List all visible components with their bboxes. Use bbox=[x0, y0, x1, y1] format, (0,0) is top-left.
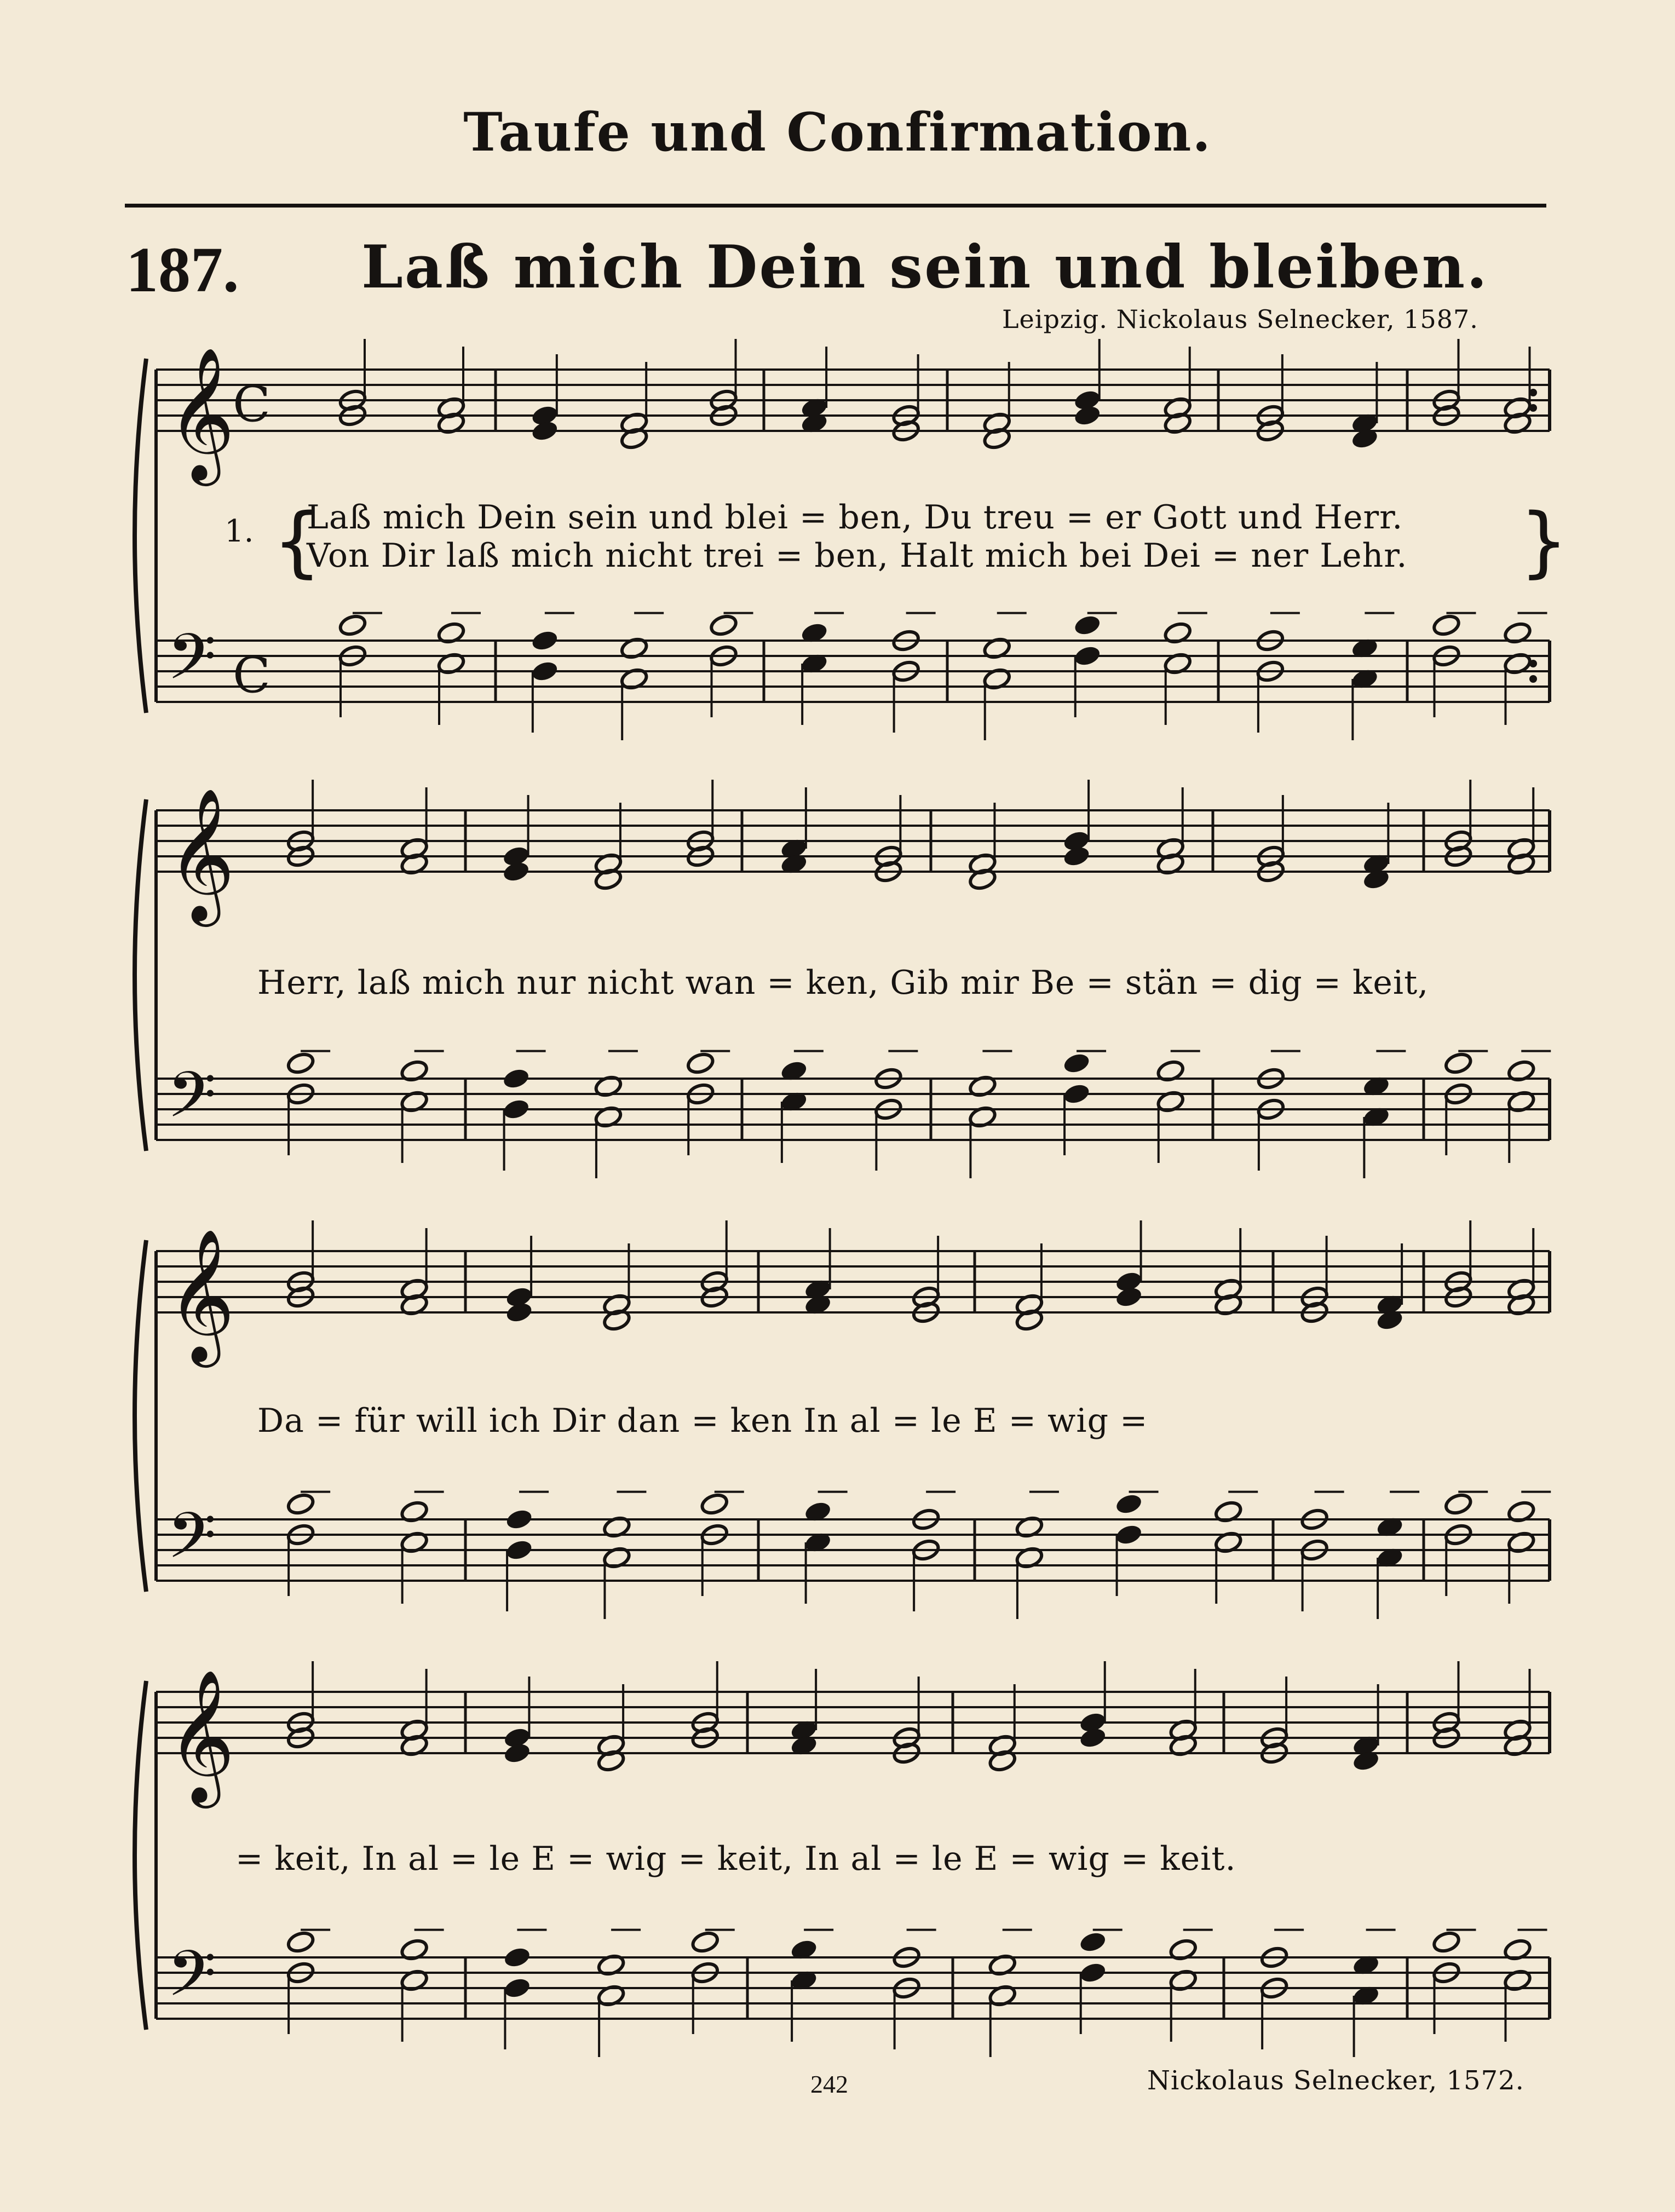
bass-note-head bbox=[1444, 1051, 1473, 1075]
treble-note-head bbox=[502, 860, 531, 884]
system-brace bbox=[135, 1681, 146, 2030]
treble-note-head bbox=[1062, 844, 1091, 868]
repeat-dot bbox=[1529, 675, 1537, 683]
treble-note-head bbox=[1114, 1285, 1143, 1309]
treble-clef-icon: 𝄞 bbox=[167, 787, 235, 921]
repeat-dot bbox=[1529, 404, 1537, 412]
bass-clef-icon: 𝄢 bbox=[167, 1058, 217, 1148]
repeat-dot bbox=[1529, 660, 1537, 667]
hymn-title: Laß mich Dein sein und bleiben. bbox=[361, 233, 1489, 302]
lyric-line-4: = keit, In al = le E = wig = keit, In al = le E = wig = keit. bbox=[235, 1840, 1236, 1878]
bass-note-head bbox=[1114, 1492, 1143, 1516]
treble-note-head bbox=[1073, 404, 1102, 428]
bass-note-head bbox=[503, 1976, 532, 2000]
lyric-brace-left: { bbox=[273, 497, 322, 586]
bass-note-head bbox=[1078, 1930, 1107, 1954]
treble-note-head bbox=[1078, 1726, 1107, 1750]
bass-note-head bbox=[338, 613, 367, 637]
system-brace bbox=[135, 799, 146, 1151]
bass-note-head bbox=[1432, 613, 1461, 637]
bass-note-head bbox=[1062, 1082, 1091, 1106]
bass-note-head bbox=[503, 1945, 532, 1969]
system-brace bbox=[135, 359, 146, 713]
treble-clef-icon: 𝄞 bbox=[167, 346, 235, 480]
bass-note-head bbox=[286, 1051, 315, 1075]
verse-number: 1. bbox=[225, 514, 254, 549]
lyric-line-2: Herr, laß mich nur nicht wan = ken, Gib mir Be = stän = dig = keit, bbox=[257, 964, 1429, 1002]
bass-note-head bbox=[709, 613, 738, 637]
bass-note-head bbox=[1062, 1051, 1091, 1075]
section-title: Taufe und Confirmation. bbox=[463, 101, 1212, 163]
bass-note-head bbox=[530, 629, 559, 653]
repeat-dot bbox=[1529, 389, 1537, 396]
bass-note-head bbox=[1073, 613, 1102, 637]
common-time-icon: C bbox=[233, 647, 270, 704]
hymn-number: 187. bbox=[126, 234, 239, 306]
lyric-line-1b: Von Dir laß mich nicht trei = ben, Halt mich bei Dei = ner Lehr. bbox=[307, 537, 1408, 575]
bass-note-head bbox=[286, 1930, 315, 1954]
lyric-line-3: Da = für will ich Dir dan = ken In al = le E = wig = bbox=[257, 1402, 1148, 1440]
bass-note-head bbox=[530, 659, 559, 683]
lyric-line-1a: Laß mich Dein sein und blei = ben, Du treu = er Gott und Herr. bbox=[307, 498, 1403, 537]
page-attribution: Nickolaus Selnecker, 1572. bbox=[1147, 2065, 1524, 2096]
bass-note-head bbox=[686, 1051, 715, 1075]
treble-note-head bbox=[530, 419, 559, 443]
bass-note-head bbox=[502, 1067, 531, 1091]
bass-note-head bbox=[690, 1930, 719, 1954]
treble-note-head bbox=[504, 1300, 533, 1324]
system-brace bbox=[135, 1240, 146, 1592]
bass-clef-icon: 𝄢 bbox=[167, 620, 217, 710]
bass-note-head bbox=[504, 1507, 533, 1531]
bass-note-head bbox=[700, 1492, 729, 1516]
common-time-icon: C bbox=[233, 376, 270, 433]
hymn-attribution: Leipzig. Nickolaus Selnecker, 1587. bbox=[1002, 304, 1478, 334]
treble-clef-icon: 𝄞 bbox=[167, 1668, 235, 1802]
bass-note-head bbox=[1078, 1961, 1107, 1985]
bass-note-head bbox=[286, 1492, 315, 1516]
bass-clef-icon: 𝄢 bbox=[167, 1937, 217, 2026]
treble-clef-icon: 𝄞 bbox=[167, 1228, 235, 1362]
treble-note-head bbox=[503, 1741, 532, 1765]
bass-note-head bbox=[1073, 644, 1102, 668]
bass-note-head bbox=[1432, 1930, 1461, 1954]
bass-note-head bbox=[1444, 1492, 1473, 1516]
page-number: 242 bbox=[810, 2070, 848, 2098]
bass-note-head bbox=[502, 1097, 531, 1121]
bass-note-head bbox=[1114, 1523, 1143, 1547]
bass-clef-icon: 𝄢 bbox=[167, 1499, 217, 1588]
bass-note-head bbox=[504, 1538, 533, 1562]
lyric-brace-right: } bbox=[1519, 497, 1569, 586]
